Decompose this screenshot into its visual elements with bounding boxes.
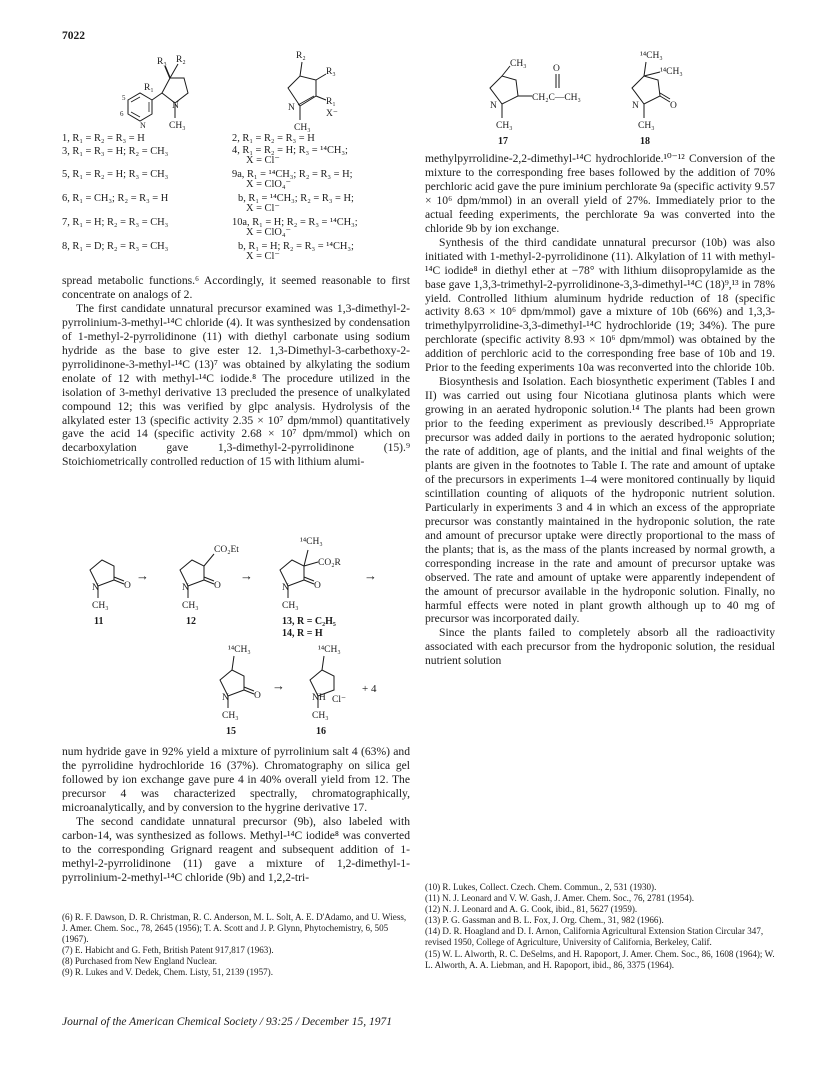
pyridine-n-label: N <box>140 121 146 130</box>
paragraph: Synthesis of the third candidate unnatural precursor (10b) was also initiated with 1-methyl-2-pyrrolidinone (11). Alkylation of 11 with methyl-¹⁴C iodide⁸ in diethyl ether at −78° with lithium diisopropylamide as the base gave 1,3,3-trimethyl-2-pyrrolidinone-3,3-dimethyl-¹⁴C (18)⁹,¹³ in 78% yield. Controlled lithium aluminum hydride reduction of 18 (specific activity 8.63 × 10⁶ dpm/mmol) gave a mixture of 10b (66%) and 1,3,3-trimethylpyrrolidine-3,3-dimethyl-¹⁴C hydrochloride (19; 34%). The pure perchlorate (specific activity 8.93 × 10⁶ dpm/mmol) was obtained by the addition of perchloric acid to the corresponding free base of 10b and 19. Prior to the feeding experiments 10a was reconverted into the chloride 10b. <box>425 235 775 375</box>
svg-text:→: → <box>364 568 377 583</box>
svg-text:¹⁴CH₃: ¹⁴CH₃ <box>228 645 251 655</box>
reference: (7) E. Habicht and G. Feth, British Patent 917,817 (1963). <box>62 945 274 956</box>
svg-text:O: O <box>670 101 677 111</box>
compound-number: 18 <box>640 136 650 147</box>
reference: (8) Purchased from New England Nuclear. <box>62 956 218 967</box>
legend-item: X = ClO₄⁻ <box>246 227 291 238</box>
svg-text:CH₃: CH₃ <box>222 711 239 721</box>
legend-item: 1, R₁ = R₂ = R₃ = H <box>62 133 145 144</box>
svg-text:¹⁴CH₃: ¹⁴CH₃ <box>640 51 663 61</box>
svg-text:CH₃: CH₃ <box>92 601 109 611</box>
legend-item: 4, R₁ = R₂ = H; R₃ = ¹⁴CH₃; <box>232 145 348 156</box>
svg-text:→: → <box>272 678 285 693</box>
x-label: X⁻ <box>326 109 338 119</box>
r1-label: R₁ <box>326 97 336 107</box>
journal-footer: Journal of the American Chemical Society / 93:25 / December 15, 1971 <box>62 1016 393 1028</box>
references-left <box>62 912 410 979</box>
svg-text:¹⁴CH₃: ¹⁴CH₃ <box>660 67 683 77</box>
legend-item: b, R₁ = ¹⁴CH₃; R₂ = R₃ = H; <box>238 193 354 204</box>
legend-item: X = Cl⁻ <box>246 203 280 214</box>
r2-label: R₂ <box>176 55 186 65</box>
svg-text:6: 6 <box>120 110 124 118</box>
r3-label: R₃ <box>157 57 167 67</box>
svg-text:CH₃: CH₃ <box>312 711 329 721</box>
compound-number: 11 <box>94 616 104 627</box>
compound-number: 14, R = H <box>282 628 323 639</box>
svg-text:Cl⁻: Cl⁻ <box>332 695 346 705</box>
ch3-label: CH₃ <box>294 123 311 133</box>
paragraph: spread metabolic functions.⁶ Accordingly, it seemed reasonable to first concentrate on analogs of 2. <box>62 274 410 301</box>
svg-text:→: → <box>240 568 253 583</box>
svg-text:N: N <box>632 101 639 111</box>
svg-text:CO₂Et: CO₂Et <box>214 545 239 555</box>
svg-text:+ 4: + 4 <box>362 683 377 695</box>
reference: (15) W. L. Alworth, R. C. DeSelms, and H. Rapoport, J. Amer. Chem. Soc., 86, 1608 (1964); W. L. Alworth, A. A. Liebman, and H. Rapoport, ibid., 86, 3375 (1964). <box>425 948 775 970</box>
svg-text:¹⁴CH₃: ¹⁴CH₃ <box>318 645 341 655</box>
svg-text:CH₂C—CH₃: CH₂C—CH₃ <box>532 93 581 103</box>
r3-label: R₃ <box>326 67 336 77</box>
legend-item: 8, R₁ = D; R₂ = R₃ = CH₃ <box>62 241 169 252</box>
legend-item: 2, R₁ = R₂ = R₃ = H <box>232 133 315 144</box>
paragraph: methylpyrrolidine-2,2-dimethyl-¹⁴C hydrochloride.¹⁰⁻¹² Conversion of the mixture to the corresponding free bases followed by the addition of 70% perchloric acid gave the pure iminium perchlorate 9a (specific activity 9.57 × 10⁶ dpm/mmol) in an overall yield of 27%. Immediately prior to the actual feeding experiments, the perchlorate 9a was converted into the chloride 9b by ion exchange. <box>425 152 775 235</box>
paragraph: The first candidate unnatural precursor examined was 1,3-dimethyl-2-pyrrolinium-3-methyl-¹⁴C chloride (4). It was synthesized by condensation of 1-methyl-2-pyrrolidinone (11) with diethyl carbonate using sodium hydride as the base to give ester 12. 1,3-Dimethyl-3-carbethoxy-2-pyrrolidinone-3-methyl-¹⁴C (13)⁷ was obtained by alkylating the sodium enolate of 12 with methyl-¹⁴C iodide.⁸ The procedure utilized in the isolation of 3-methyl derivative 13 precluded the presence of unalkylated compound 12; this was verified by glpc analysis. Hydrolysis of the alkylated ester 13 (specific activity 2.35 × 10⁷ dpm/mmol) quantitatively gave the acid 14 (specific activity 2.68 × 10⁷ dpm/mmol) which on decarboxylation gave 1,3-dimethyl-2-pyrrolidinone (15).⁹ Stoichiometrically controlled reduction of 15 with lithium alumi- <box>62 301 410 469</box>
reference: (11) N. J. Leonard and V. W. Gash, J. Amer. Chem. Soc., 76, 2781 (1954). <box>425 893 695 904</box>
scheme-synthesis-4 <box>62 532 412 747</box>
compound-number: 12 <box>186 616 196 627</box>
structure-18 <box>612 48 722 153</box>
ch3-label: CH₃ <box>169 121 186 131</box>
paragraph: num hydride gave in 92% yield a mixture of pyrrolinium salt 4 (63%) and the pyrrolidine hydrochloride 16 (37%). Chromatography on silica gel followed by ion exchange gave pure 4 in 40% overall yield from 12. The precursor 4 was characterized spectrally, chromatographically, microanalytically, and by conversion to the hygrine derivative 17. <box>62 745 410 814</box>
legend-item: 10a, R₁ = H; R₂ = R₃ = ¹⁴CH₃; <box>232 217 358 228</box>
legend-item: b, R₁ = H; R₂ = R₃ = ¹⁴CH₃; <box>238 241 354 252</box>
r1-label: R₁ <box>144 83 154 93</box>
legend-item: 9a, R₁ = ¹⁴CH₃; R₂ = R₃ = H; <box>232 169 353 180</box>
legend-item: 7, R₁ = H; R₂ = R₃ = CH₃ <box>62 217 169 228</box>
svg-text:CH₃: CH₃ <box>282 601 299 611</box>
legend-left <box>62 132 232 262</box>
svg-text:CH₃: CH₃ <box>496 121 513 131</box>
paragraph: Since the plants failed to completely absorb all the radioactivity associated with each precursor from the hydroponic solution, the residual nutrient solution <box>425 626 775 668</box>
page-number: 7022 <box>62 30 85 42</box>
structure-17 <box>470 48 600 153</box>
legend-item: X = Cl⁻ <box>246 155 280 166</box>
svg-text:CH₃: CH₃ <box>510 59 527 69</box>
paragraph: The second candidate unnatural precursor (9b), also labeled with carbon-14, was synthesized as follows. Methyl-¹⁴C iodide⁸ was converted to the corresponding Grignard reagent and subsequent addition of 1-methyl-2-pyrrolidinone (11) gave a mixture of 1,2-dimethyl-1-pyrrolinium-2-methyl-¹⁴C chloride (9b) and 1,2,2-tri- <box>62 814 410 884</box>
svg-text:N: N <box>182 583 189 593</box>
n-plus-label: N <box>288 103 295 113</box>
paragraph: Biosynthesis and Isolation. Each biosynthetic experiment (Tables I and II) was carried out using four Nicotiana glutinosa plants which were growing in an aerated hydroponic solution.¹⁴ The plants had been grown prior to the feeding experiment as previously described.¹⁵ Appropriate precursor was added daily in portions to the aerated hydroponic solution; the rate of addition, age of plants, and the initial and final weights of the plants are given in the footnotes to Table I. The rate and amount of uptake of the precursors in experiments 1–4 were monitored continually by liquid scintillation counting of aliquots of the hydroponic nutrient solution. Particularly in experiments 3 and 4 in which an excess of the appropriate precursor was constantly maintained in the hydroponic solution, the rate and amount of precursor uptake were directly proportional to the mass of the plants; that is, as the mass of the plants increased by normal growth, a corresponding increase in the rate and amount of precursor uptake was observed. The rate and amount of uptake were apparently independent of the amount of precursor available in the hydroponic solution. Finally, no harmful effects were noted in plant growth although up to 40 mg of precursor was incorporated daily. <box>425 375 775 626</box>
svg-text:→: → <box>136 568 149 583</box>
reference: (10) R. Lukes, Collect. Czech. Chem. Commun., 2, 531 (1930). <box>425 882 657 892</box>
n-label: N <box>172 101 179 111</box>
r2-label: R₂ <box>296 51 306 61</box>
legend-item: 5, R₁ = R₂ = H; R₃ = CH₃ <box>62 169 169 180</box>
svg-text:O: O <box>553 64 560 74</box>
compound-number: 13, R = C₂H₅ <box>282 616 336 627</box>
legend-item: 6, R₁ = CH₃; R₂ = R₃ = H <box>62 193 169 204</box>
left-column-bottom <box>62 745 410 885</box>
compound-number: 15 <box>226 726 236 737</box>
svg-text:O: O <box>214 581 221 591</box>
svg-text:CH₃: CH₃ <box>638 121 655 131</box>
svg-text:N: N <box>222 693 229 703</box>
reference: (13) P. G. Gassman and B. L. Fox, J. Org. Chem., 31, 982 (1966). <box>425 915 664 926</box>
left-column-top <box>62 274 410 469</box>
legend-item: X = Cl⁻ <box>246 251 280 262</box>
svg-text:O: O <box>124 581 131 591</box>
references-right <box>425 882 775 971</box>
compound-number: 17 <box>498 136 508 147</box>
svg-text:NH: NH <box>312 693 326 703</box>
reference: (6) R. F. Dawson, D. R. Christman, R. C. Anderson, M. L. Solt, A. E. D'Adamo, and U. Wiess, J. Amer. Chem. Soc., 78, 2645 (1956); T. A. Scott and J. P. Glynn, Phytochemistry, 6, 505 (1967). <box>62 912 407 945</box>
svg-text:N: N <box>490 101 497 111</box>
svg-text:N: N <box>92 583 99 593</box>
compound-number: 16 <box>316 726 326 737</box>
reference: (14) D. R. Hoagland and D. I. Arnon, California Agricultural Extension Station Circular 347, revised 1950, College of Agriculture, University of California, Berkeley, Calif. <box>425 926 764 948</box>
legend-right <box>232 132 412 267</box>
reference: (9) R. Lukes and V. Dedek, Chem. Listy, 51, 2139 (1957). <box>62 967 273 978</box>
svg-text:¹⁴CH₃: ¹⁴CH₃ <box>300 537 323 547</box>
svg-text:N: N <box>282 583 289 593</box>
svg-text:5: 5 <box>122 94 126 102</box>
legend-item: 3, R₁ = R₃ = H; R₂ = CH₃ <box>62 146 169 157</box>
svg-text:CH₃: CH₃ <box>182 601 199 611</box>
legend-item: X = ClO₄⁻ <box>246 179 291 190</box>
svg-text:CO₂R: CO₂R <box>318 558 341 568</box>
svg-text:O: O <box>314 581 321 591</box>
svg-text:O: O <box>254 691 261 701</box>
right-column <box>425 152 775 668</box>
reference: (12) N. J. Leonard and A. G. Cook, ibid., 81, 5627 (1959). <box>425 904 638 915</box>
